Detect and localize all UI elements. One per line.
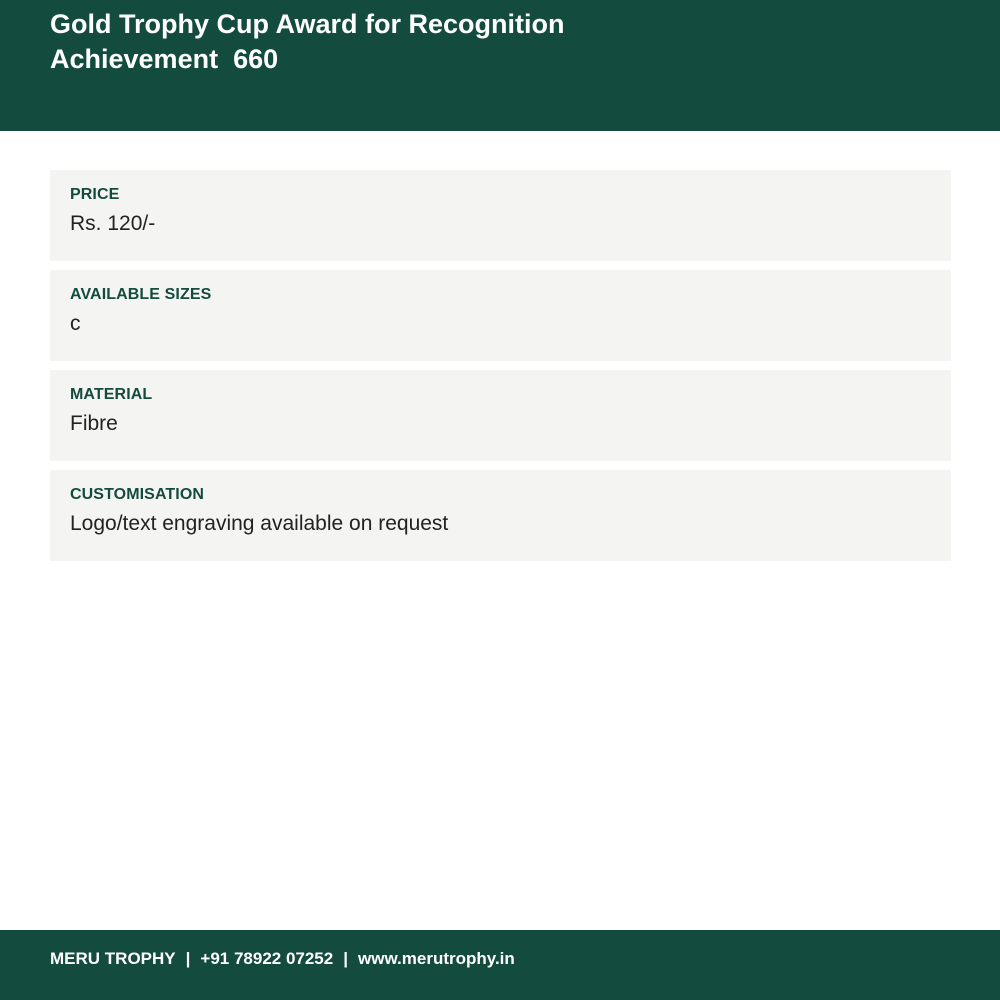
footer-contact <box>50 948 515 970</box>
price-value: Rs. 120/- <box>70 212 156 235</box>
price-label: PRICE <box>70 186 120 203</box>
customisation-value: Logo/text engraving available on request <box>70 512 449 535</box>
sizes-label: AVAILABLE SIZES <box>70 286 212 303</box>
footer-website-link[interactable]: www.merutrophy.in <box>358 949 515 968</box>
footer-brand: MERU TROPHY <box>50 949 176 968</box>
customisation-card <box>50 470 951 561</box>
material-value: Fibre <box>70 412 118 435</box>
product-title: Gold Trophy Cup Award for Recognition Achievement 660 <box>50 9 565 74</box>
price-card <box>50 170 951 261</box>
footer-phone: +91 78922 07252 <box>200 949 334 968</box>
material-label: MATERIAL <box>70 386 153 403</box>
sizes-value: c <box>70 312 81 335</box>
footer-separator: | <box>185 949 191 968</box>
material-card <box>50 370 951 461</box>
spec-list <box>50 170 951 570</box>
customisation-label: CUSTOMISATION <box>70 486 205 503</box>
footer-separator: | <box>343 949 348 968</box>
sizes-card <box>50 270 951 361</box>
